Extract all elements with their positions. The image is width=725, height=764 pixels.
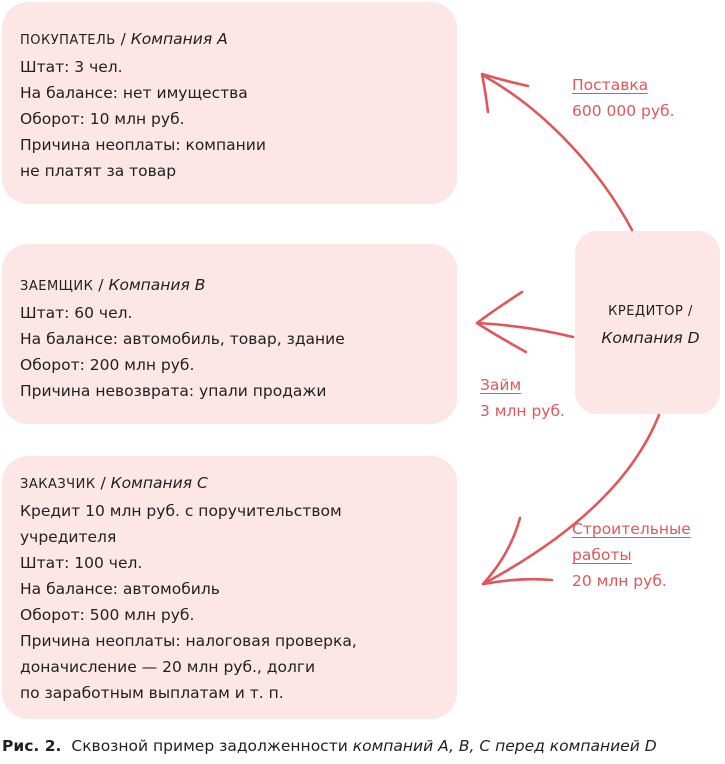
company-c-name: Компания C [110,474,208,492]
company-b-line: Причина невозврата: упали продажи [20,382,327,400]
company-b-line: Оборот: 200 млн руб. [20,356,195,374]
caption-text: Сквозной пример задолженности [71,737,353,755]
company-a-line: не платят за товар [20,162,177,180]
company-a-line: Штат: 3 чел. [20,58,123,76]
company-c-role: ЗАКАЗЧИК [20,477,96,492]
label-loan [480,372,565,424]
company-c-line: Оборот: 500 млн руб. [20,606,195,624]
company-d-role: КРЕДИТОР / [608,304,693,319]
supply-amount: 600 000 руб. [572,102,675,120]
construction-amount: 20 млн руб. [572,572,667,590]
arrow-loan-head [477,292,526,352]
company-b-line: На балансе: автомобиль, товар, здание [20,330,345,348]
arrow-construction-head [483,518,552,584]
company-c-line: Штат: 100 чел. [20,554,143,572]
caption-label: Рис. 2. [2,737,62,755]
caption-text-italic: компаний A, B, C перед компанией D [352,737,657,755]
loan-title: Займ [480,376,522,394]
construction-title-1: Строительные [572,520,691,538]
heading-separator: / [120,30,126,48]
company-c-line: по заработным выплатам и т. п. [20,684,284,702]
company-b-role: ЗАЕМЩИК [20,279,94,294]
figure-caption [2,737,657,755]
label-construction [572,516,691,594]
supply-title: Поставка [572,76,649,94]
label-supply [572,72,675,124]
construction-title-2: работы [572,546,632,564]
company-a-line: Причина неоплаты: компании [20,136,266,154]
company-c-line: учредителя [20,528,117,546]
company-a-role: ПОКУПАТЕЛЬ [20,33,116,48]
company-b-line: Штат: 60 чел. [20,304,133,322]
heading-separator: / [98,276,104,294]
company-d-name: Компания D [601,329,700,347]
company-a-name: Компания A [130,30,228,48]
heading-separator: / [100,474,106,492]
company-c-line: Причина неоплаты: налоговая проверка, [20,632,357,650]
company-c-line: На балансе: автомобиль [20,580,220,598]
company-a-line: Оборот: 10 млн руб. [20,110,185,128]
arrow-loan [478,323,573,337]
company-b-name: Компания B [108,276,206,294]
company-c-line: Кредит 10 млн руб. с поручительством [20,502,342,520]
loan-amount: 3 млн руб. [480,402,565,420]
company-c-line: доначисление — 20 млн руб., долги [20,658,316,676]
company-a-line: На балансе: нет имущества [20,84,248,102]
